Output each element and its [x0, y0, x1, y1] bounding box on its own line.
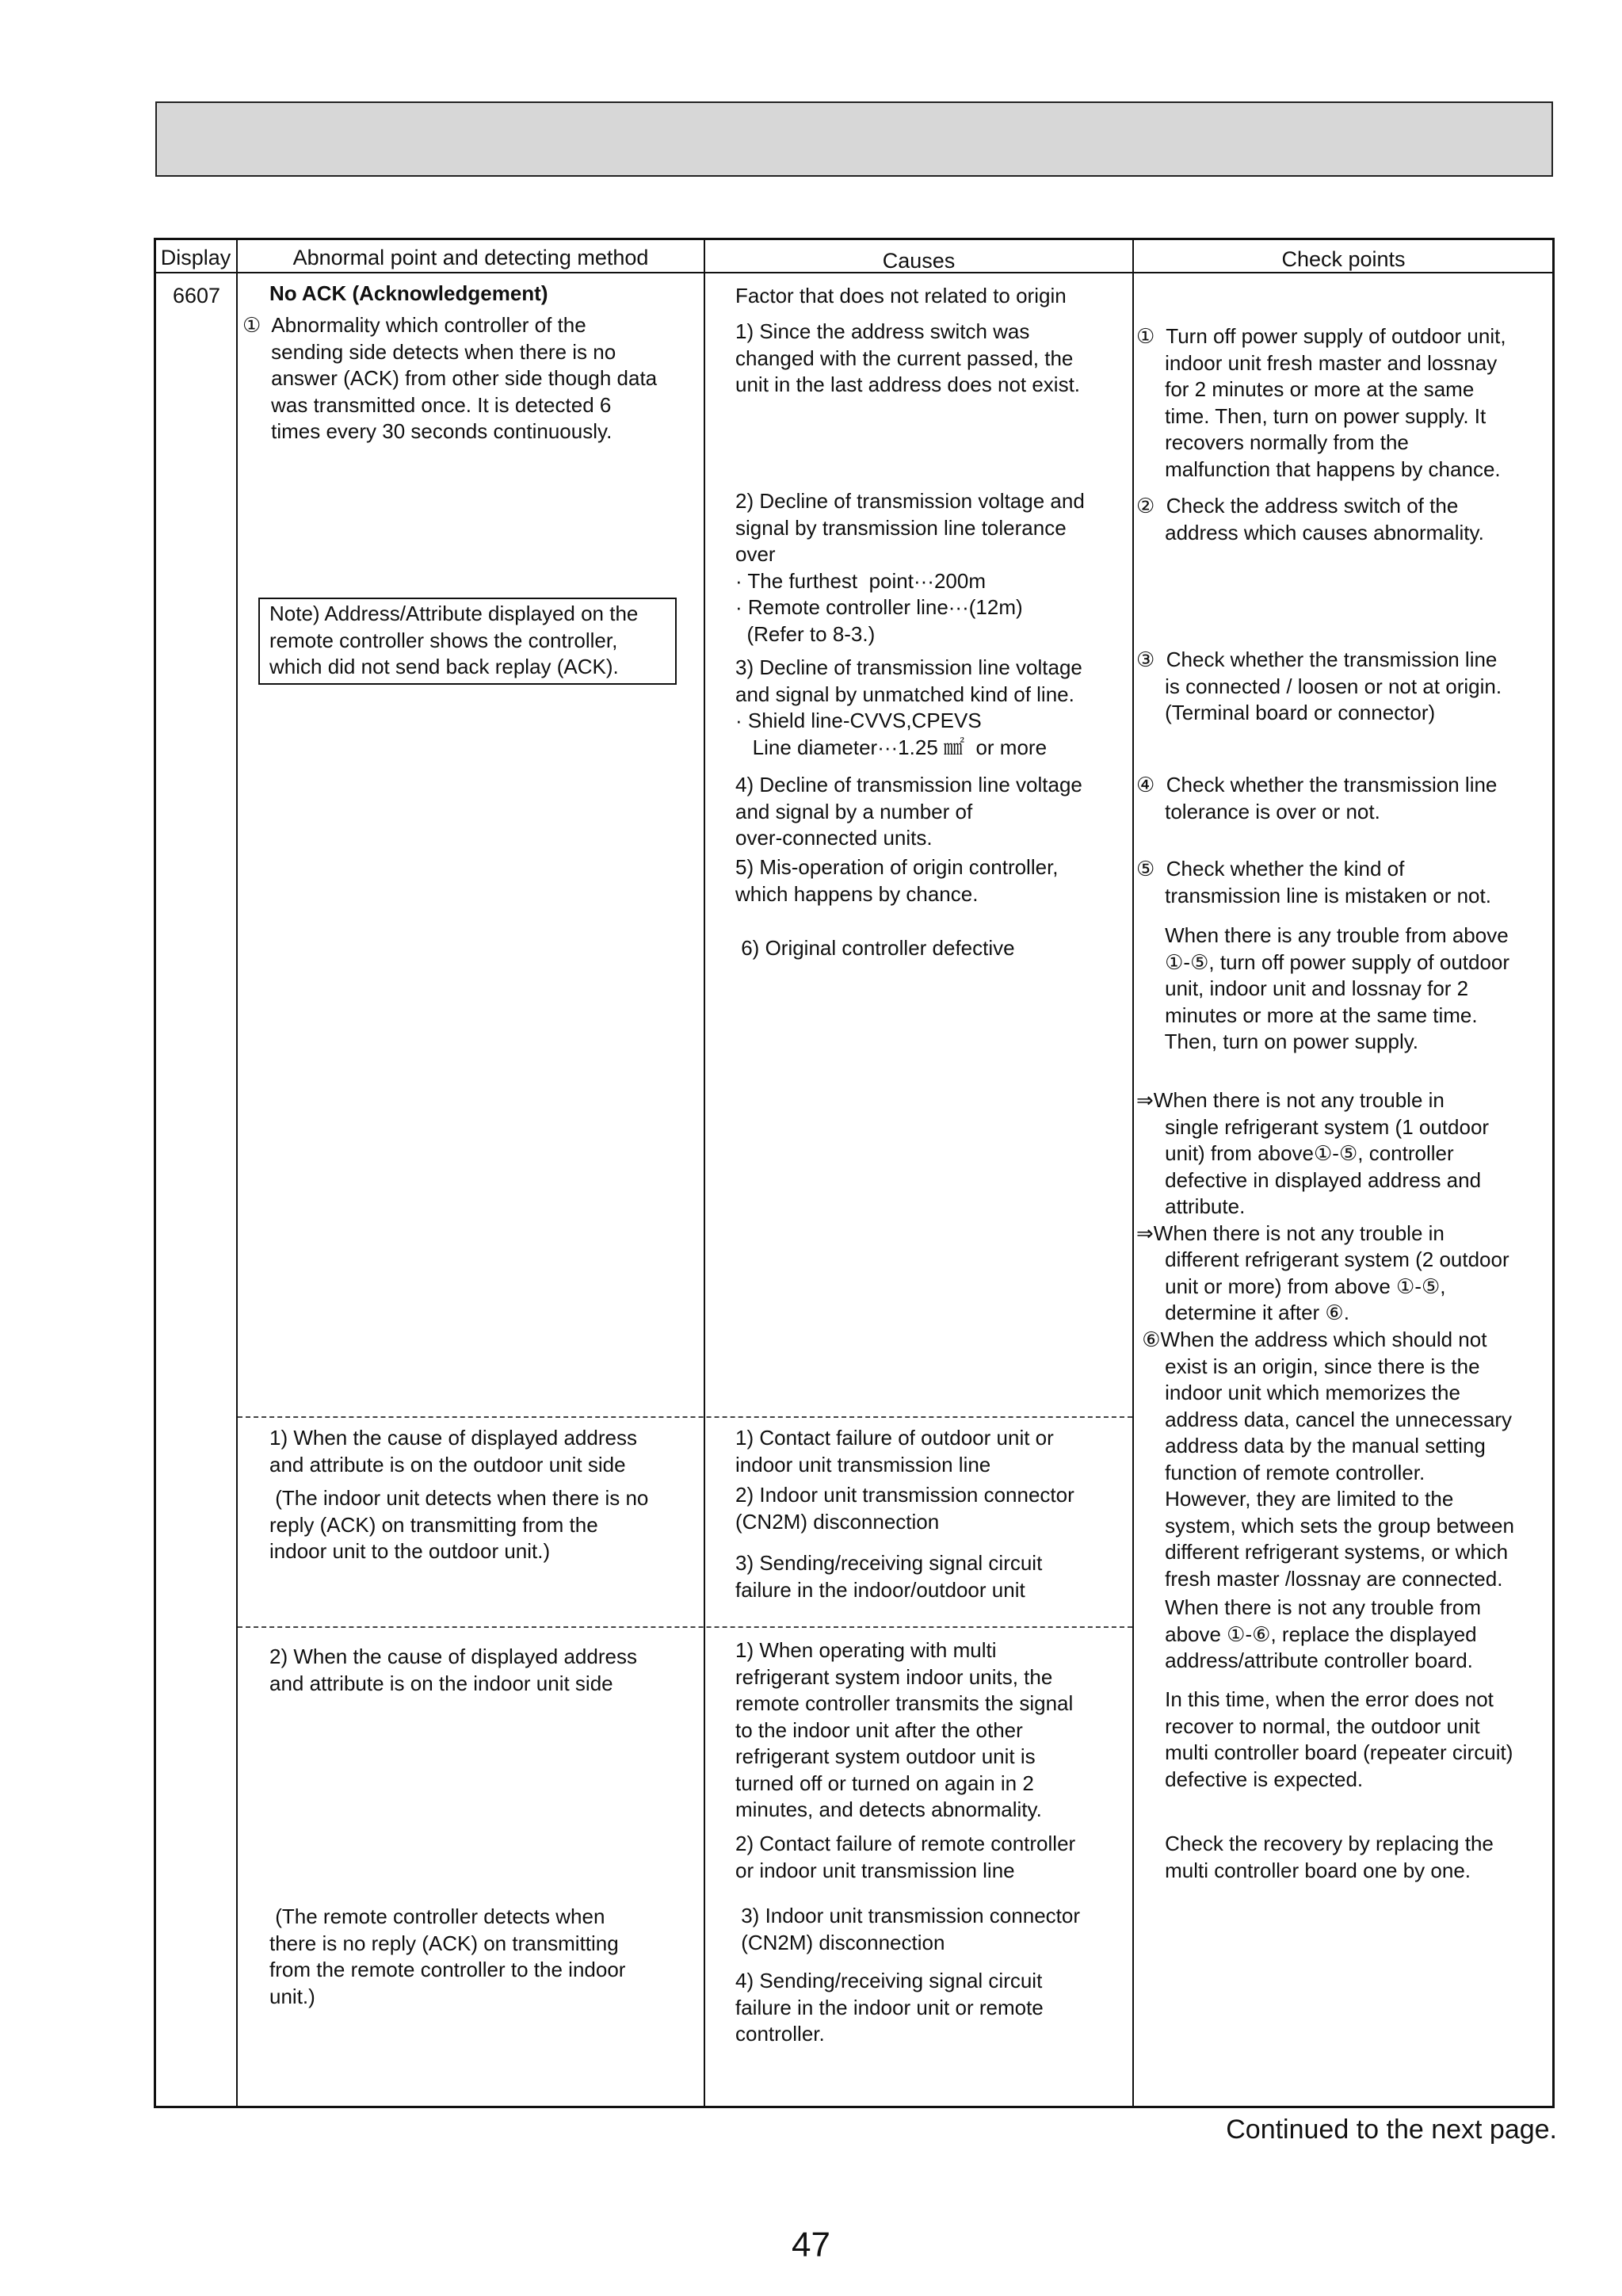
- display-code: 6607: [173, 284, 221, 308]
- check-point-9: Check the recovery by replacing the multi controller board one by one.: [1165, 1832, 1494, 1882]
- outdoor-cause-3: 3) Sending/receiving signal circuit failure in the indoor/outdoor unit: [735, 1551, 1043, 1602]
- check-point-8: In this time, when the error does not recover to normal, the outdoor unit multi controller board (repeater circuit) defective is expected.: [1165, 1687, 1513, 1791]
- column-divider: [236, 238, 238, 2108]
- row-divider-dashed: [238, 1416, 1132, 1418]
- check-point-2: ② Check the address switch of the address which causes abnormality.: [1136, 494, 1484, 544]
- indoor-cause-1: 1) When operating with multi refrigerant system indoor units, the remote controller transmits the signal to the indoor unit after the other refrigerant system outdoor unit is turned off or turned on again in 2 minutes, and detects abnormality.: [735, 1638, 1074, 1821]
- page-header-bar: [155, 101, 1553, 177]
- check-point-7: When there is not any trouble from above ①-⑥, replace the displayed address/attribute controller board.: [1165, 1595, 1481, 1672]
- indoor-cause-3: 3) Indoor unit transmission connector (CN2M) disconnection: [741, 1904, 1080, 1954]
- header-display: Display: [160, 246, 231, 269]
- outdoor-cause-2: 2) Indoor unit transmission connector (CN2M) disconnection: [735, 1483, 1074, 1534]
- cause-2: 2) Decline of transmission voltage and signal by transmission line tolerance over · The furthest point···200m · Remote controller line···(12m) (Refer to 8-3.): [735, 489, 1085, 646]
- error-title: No ACK (Acknowledgement): [269, 281, 548, 305]
- row-divider-dashed: [238, 1626, 1132, 1628]
- continued-note: Continued to the next page.: [1226, 2115, 1557, 2145]
- column-divider: [1132, 238, 1134, 2108]
- case-outdoor-side: 1) When the cause of displayed address and attribute is on the outdoor unit side: [269, 1426, 637, 1477]
- cause-6: 6) Original controller defective: [735, 936, 1015, 960]
- indoor-cause-4: 4) Sending/receiving signal circuit failure in the indoor unit or remote controller.: [735, 1969, 1044, 2046]
- case-outdoor-detail: (The indoor unit detects when there is no reply (ACK) on transmitting from the indoor unit to the outdoor unit.): [269, 1486, 649, 1563]
- indoor-cause-2: 2) Contact failure of remote controller or indoor unit transmission line: [735, 1832, 1076, 1882]
- check-point-1: ① Turn off power supply of outdoor unit, indoor unit fresh master and lossnay for 2 minutes or more at the same time. Then, turn on power supply. It recovers normally from the malfunction that happens by chance.: [1136, 324, 1506, 481]
- note-text: Note) Address/Attribute displayed on the remote controller shows the controller, which did not send back replay (ACK).: [269, 602, 639, 678]
- check-point-5-result: ⇒When there is not any trouble in single refrigerant system (1 outdoor unit) from above①-⑤, controller defective in displayed address and attribute. ⇒When there is not any trouble in different refrigerant system (2 outdoor unit or more) from above ①-⑤, determine it after ⑥.: [1136, 1088, 1509, 1324]
- check-point-3: ③ Check whether the transmission line is connected / loosen or not at origin. (Terminal board or connector): [1136, 648, 1502, 724]
- header-check-points: Check points: [1281, 247, 1406, 271]
- page-number: 47: [792, 2225, 830, 2264]
- check-point-4: ④ Check whether the transmission line tolerance is over or not.: [1136, 773, 1498, 823]
- cause-5: 5) Mis-operation of origin controller, which happens by chance.: [735, 855, 1059, 906]
- cause-4: 4) Decline of transmission line voltage and signal by a number of over-connected units.: [735, 773, 1082, 850]
- case-indoor-detail: (The remote controller detects when there is no reply (ACK) on transmitting from the remote controller to the indoor unit.): [269, 1904, 626, 2008]
- cause-1: 1) Since the address switch was changed with the current passed, the unit in the last address does not exist.: [735, 319, 1081, 396]
- column-divider: [704, 238, 705, 2108]
- check-point-5-action: When there is any trouble from above ①-⑤, turn off power supply of outdoor unit, indoor unit and lossnay for 2 minutes or more at the same time. Then, turn on power supply.: [1164, 923, 1510, 1053]
- header-abnormal-point: Abnormal point and detecting method: [292, 246, 649, 269]
- cause-3: 3) Decline of transmission line voltage and signal by unmatched kind of line. · Shield line-CVVS,CPEVS Line diameter···1.25 ㎟ or more: [735, 655, 1082, 759]
- check-point-5: ⑤ Check whether the kind of transmission line is mistaken or not.: [1136, 857, 1491, 907]
- header-causes: Causes: [882, 249, 956, 273]
- causes-intro: Factor that does not related to origin: [735, 284, 1067, 308]
- outdoor-cause-1: 1) Contact failure of outdoor unit or indoor unit transmission line: [735, 1426, 1054, 1477]
- abnormal-description: ① Abnormality which controller of the sending side detects when there is no answer (ACK) from other side though data was transmitted once. It is detected 6 times every 30 seconds continuously.: [242, 313, 658, 443]
- case-indoor-side: 2) When the cause of displayed address and attribute is on the indoor unit side: [269, 1645, 637, 1695]
- check-point-6: ⑥When the address which should not exist is an origin, since there is the indoor unit which memorizes the address data, cancel the unnecessary address data by the manual setting function of remote controller. However, they are limited to the system, which sets the group between different refrigerant systems, or which fresh master /lossnay are connected.: [1142, 1328, 1514, 1591]
